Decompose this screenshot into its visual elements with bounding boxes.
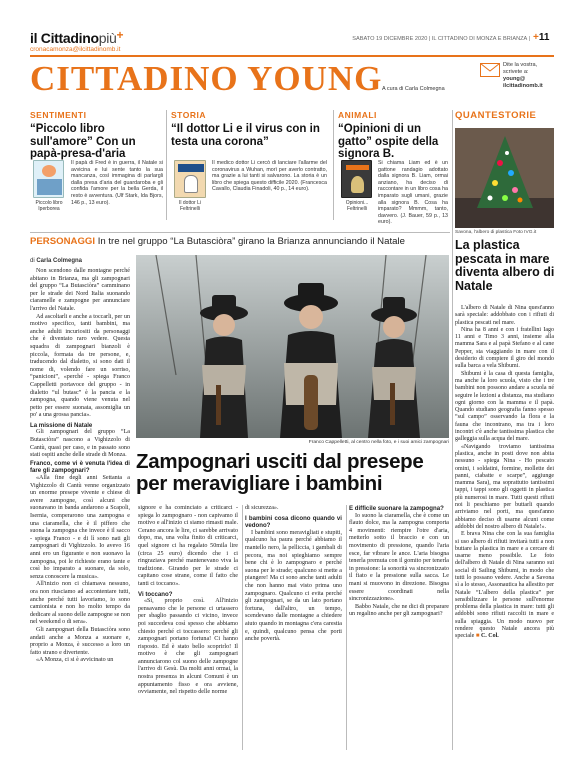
divider xyxy=(333,110,334,220)
teaser-body: Il papà di Fred è in guerra, il Natale si avvicina e lui sente tanto la sua mancanza, così immagina di parlargli dalla presa d'aria del guardaroba e gli confida l'amore per la bella Gerda, il resto è avventura. (Ulf Stark, Ida Bjors, 146 p., 13 euro). xyxy=(71,160,163,206)
masthead-rule xyxy=(30,55,554,57)
article-col-3: di sicurezza». I bambini cosa dicono quando vi vedono? I bambini sono meravigliati e stupiti, qualcuno ha paura perché abbiamo il mantello nero, la pelliccia, i gambali di pecora, ma noi spieghiamo sempre bene chi è lo zampognaro e perché suona per le strade; qualcuno si mette a piangere! Ma ci sono anche tanti adulti che non hanno mai visto prima uno zampognaro. Qualcuno ci evita perché gli zampognari, se da un lato portano fortuna, dall'altro, un tempo, scendevano dalle montagne a chiedere aiuto quando in montagna c'era carestia e, quindi, qualcuno pensa che porti anche povertà. xyxy=(245,505,342,643)
mail-icon xyxy=(480,63,500,77)
teaser-label: STORIA xyxy=(171,110,206,120)
divider xyxy=(452,110,453,750)
personaggi-headline: In tre nel gruppo “La Butasciòra” girano la Brianza annunciando il Natale xyxy=(97,236,405,247)
teaser-label: SENTIMENTI xyxy=(30,110,87,120)
personaggi-label: PERSONAGGI xyxy=(30,236,96,247)
masthead-date-line: SABATO 19 DICEMBRE 2020 | IL CITTADINO DI MONZA E BRIANZA | xyxy=(352,36,530,42)
paper-name: IL CITTADINO DI MONZA E BRIANZA xyxy=(431,36,527,42)
article-col-4: E difficile suonare la zampogna? Io suono la ciaramella, che è come un flauto dolce, ma la zampogna comporta 4 movimenti: riempire l'otre d'aria, metterlo sotto il braccio e con un movimento di pressione, quando l'aria esce, far vibrare le ance. L'aria bisogna tenerla premuta con il gomito per tenerla in pressione: la sonorità va sincronizzato il fiato e la pressione sulla sacca. Le mani si muovono in direzione. Bisogna essere coordinati nella sincronizzazione». Babbo Natale, che ne dici di preparare un regalino anche per gli zampognari? xyxy=(349,505,449,618)
section-title: CITTADINO YOUNG xyxy=(30,59,383,98)
page-number: +11 xyxy=(533,32,550,43)
divider xyxy=(346,505,347,750)
article-byline: di Carla Colmegna xyxy=(30,258,83,264)
masthead-email: cronacamonza@ilcittadinomb.it xyxy=(30,46,121,53)
zampognari-photo xyxy=(136,255,449,438)
teaser-title: “Il dottor Li e il virus con in testa una corona” xyxy=(171,123,320,148)
teaser-body: Si chiama Liam ed è un gattone randagio adottato dalla signora B. Liam, ormai anziano, ha deciso di raccontare in un libro cosa ha imparato sugli umani, grazie alla signora B. Cosa ha imparato? Mmmm, tanto, davvero. (J. Bauer, 59 p., 13 euro). xyxy=(378,160,448,226)
teaser-storia xyxy=(171,110,321,148)
article-col-1: Non scendono dalle montagne perché abitano in Brianza, ma gli zampognari del gruppo “La Butasciòra” camminano per le strade dei Nord Italia suonando ciaramelle e zampogne per annunciare l'arrivo del Natale. Ad ascoltarli e anche a toccarli, per un motivo specifico, tanti bambini, ma anche adulti incuriositi da personaggi che è diventato raro vedere. Questa squadra di zampognari bianzoli è piccola, formata da tre persone, e, traducendo dal dialetto, si sono dati il nome di, volendo fare un sorriso, “panicioni”, «perché - spiega Franco Cappelletti portavoce del gruppo - in dialetto “ul butasc” è la pancia e la zampogna, quando viene venuta nel petto per essere suonata, assomiglia un po' a una grossa pancia». La missione di Natale Gli zampognari del gruppo “La Butasciòra” nascono a Vighizzolo di Cantù, quasi per caso, e in passato sono stati ospiti anche delle strade di Monza. Franco, come vi è venuta l'idea di fare gli zampognari? «Alla fine degli anni Settanta a Vighizzolo di Cantù venne organizzato un enorme presepe vivente e chiese di avere zampogne, così alcuni che suonavano in banda andarono a Scapoli, Isernia, comperarono una zampogna e una ciaramella, che è il piffero che suona la zampogna che invece è il sacco - spiega Franco - e di lì sono nati gli zampognari di Vighizzolo. Io avevo 16 anni ero un figurante e non suonavo la zampogna, poi le richieste erano tante e così ho imparato a suonare, da solo, senza conoscere la musica». All'inizio non ci chiamava nessuno, ora non riusciamo ad accontentare tutti, anche perché tutti lavoriamo, io sono camionista e non ho molto tempo da dedicare al suono delle zampogne se non nel weekend o di sera». Gli zampognari della Butasciòra sono andati anche a Monza a suonare e, proprio a Monza, è successo a loro un fatto strano e divertente. «A Monza, ci si è avvicinato un xyxy=(30,268,130,664)
teaser-title: “Piccolo libro sull'amore” Con un papà-presa-d'aria xyxy=(30,123,136,160)
book-cover xyxy=(174,160,206,198)
personaggi-header xyxy=(30,236,452,247)
teaser-title: “Opinioni di un gatto” ospite della signora B. xyxy=(338,123,439,160)
contact-box: Dite la vostra, scrivete a: young@ ilcittadinomb.it xyxy=(503,62,543,89)
christmas-tree-photo xyxy=(455,128,554,228)
article-headline: Zampognari usciti dal presepe per meravigliare i bambini xyxy=(136,450,424,495)
quantestorie-photo-caption: Savona, l'albero di plastica Foto IVG.it xyxy=(455,230,537,235)
quantestorie-label: QUANTESTORIE xyxy=(455,110,537,121)
plus-icon: + xyxy=(116,28,124,42)
date: SABATO 19 DICEMBRE 2020 xyxy=(352,36,428,42)
quantestorie-title: La plastica pescata in mare diventa albero di Natale xyxy=(455,238,555,293)
divider xyxy=(242,505,243,750)
teaser-animali xyxy=(338,110,450,161)
teaser-body: Il medico dottor Li cercò di lanciare l'allarme del coronavirus a Wuhan, morì per averlo contratto, ma grazie a lui tanti si salvarono. La storia è un libro che spiega questo difficile 2020. (Francesca Cavallo, Claudia Finadoli, 40 p., 14 euro). xyxy=(212,160,327,193)
article-col-2: signore e ha cominciato a criticarci - spiega lo zampognaro - non capivamo il motivo e all'inizio ci siamo rimasti male. Cerano ancora le lire, ci sarebbe arrivato dopo, ma, una volta finito di criticarci, quel signore ci ha regalato 50mila lire (circa 25 euro) dicendo che i ci ringraziava perché mantenevano viva la tradizione. Girando per le strade ci capitano cose strane, come il fatto che tanti ci toccano». Vi toccano? «Sì, proprio così. All'inizio pensavamo che le persone ci urtassero per sbaglio passando ci vicino, invece poi succedeva così spesso che abbiamo chiesto perché ci toccassero: perché gli zampognari portano fortuna! Ci hanno risposto. Ed è stato bello scoprirlo! Il motivo è che gli zampognari annunciarono col suono delle zampogne l'arrivo di Gesù. Da molti anni ormai, la nostra presenza in alcuni Comuni è un appuntamento fisso e ora avviene, ovviamente, nel rispetto delle norme xyxy=(138,505,238,696)
book-cover xyxy=(341,160,372,198)
contact-email[interactable]: young@ ilcittadinomb.it xyxy=(503,76,543,89)
quantestorie-text: L'albero di Natale di Nina quest'anno sarà speciale: addobbato con i rifiuti di plastica pescati nel mare. Nina ha 8 anni e con i fratellini Iago 11 anni e Timo 3 anni, insieme alla mamma Sara e al papà Stefano e al cane Pepper, sta viaggiando in mare con il desiderio di compiere il giro del mondo sulla barca a vela Shibumi. Shibumi è la casa di questa famiglia, ma anche la loro scuola, visto che i tre bambini non possono andare a scuola né seguire le lezioni a distanza, ma studiano ogni giorno con la mamma e il papà. Quando studiano geografia fanno spesso “sul campo” osservando la flora e la fauna che incontrano, ma tra i loro incontri c'è anche tantissima plastica che galleggia sulla acqua del mare. «Navigando troviamo tantissima plastica, anche in posti dove non abita nessuno - spiega Nina - Ho pescato omini, i soldatini, formine, mollette dei panni, ciabatte e scarpe”, aggiunge mamma Sara), ma soprattutto tantissimi tappi, i tappi sono gli oggetti in plastica più numerosi in mare. Tutti questi rifiuti noi li peschiamo per buttarli quando arriviamo nel porti, ma quest'anno abbiamo deciso di usarne alcuni come addobbi del nostro albero di Natale!». E brava Nina che con la sua famiglia si uso albero di rifiuti invitarà tutti a non buttare la plastica in mare e a cercare di usarne meno possibile. Le foto dell'albero di Natale di Nina saranno sui social di Sailing Shibumi, in modo che tutti lo possano vedere. Anche a Savona sì a lo stesso, Assonautica ha allestito per Natale “L'albero della plastica” per sensibilizzare le persone sull'enorme problema della plastica in mare: tutti gli addobbi sono rifiuti raccolti in mare e sulla spiaggia. Un modo nuovo per rendere questo Natale ancora più speciale ■ C. Col. xyxy=(455,305,554,640)
book-caption: Opinioni... Feltrinelli xyxy=(345,200,369,212)
plus-icon: + xyxy=(533,32,539,43)
logo[interactable]: il Cittadinopiù+ xyxy=(30,28,124,46)
divider xyxy=(166,110,167,220)
book-cover xyxy=(33,160,64,198)
personaggi-rule xyxy=(30,232,450,233)
teaser-label: ANIMALI xyxy=(338,110,377,120)
photo-caption: Franco Cappelletti, al centro nella foto, e i suoi amici zampognari xyxy=(308,440,449,445)
section-byline: A cura di Carla Colmegna xyxy=(382,86,445,92)
teaser-sentimenti xyxy=(30,110,158,161)
book-caption: Il dottor Li Feltrinelli xyxy=(179,200,201,212)
book-caption: Piccolo libro Iperborea xyxy=(35,200,63,212)
signature: C. Col. xyxy=(480,633,499,640)
